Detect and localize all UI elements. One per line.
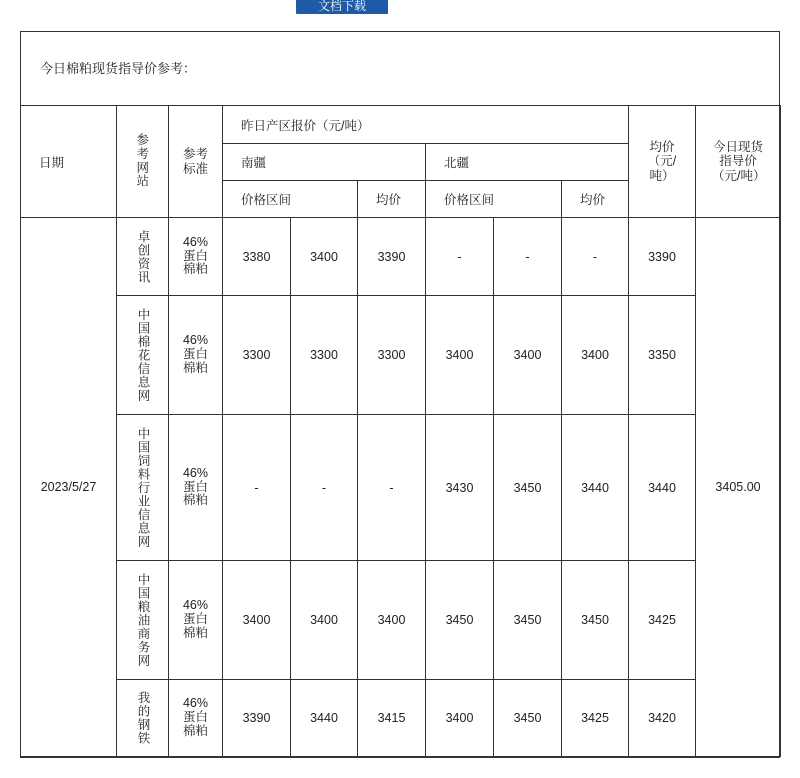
south-low-cell: 3300 — [223, 296, 291, 415]
site-label: 中国饲料行业信息网 — [136, 426, 150, 549]
download-button[interactable]: 文档下载 — [296, 0, 388, 14]
standard-cell — [169, 296, 223, 415]
table-row — [21, 415, 781, 561]
south-low-cell: 3380 — [223, 218, 291, 296]
north-low-cell: 3400 — [426, 680, 494, 757]
table-row — [21, 218, 781, 296]
site-cell — [117, 218, 169, 296]
standard-cell — [169, 415, 223, 561]
south-avg-cell: 3300 — [358, 296, 426, 415]
south-high-cell: 3300 — [291, 296, 358, 415]
table-row — [21, 680, 781, 757]
header-south-avg: 均价 — [358, 181, 426, 218]
south-low-cell: - — [223, 415, 291, 561]
table-row — [21, 296, 781, 415]
south-high-cell: 3400 — [291, 218, 358, 296]
north-avg-cell: - — [562, 218, 629, 296]
north-avg-cell: 3400 — [562, 296, 629, 415]
avg-cell: 3350 — [629, 296, 696, 415]
date-cell: 2023/5/27 — [21, 218, 117, 757]
header-north-range: 价格区间 — [426, 181, 562, 218]
table-row — [21, 561, 781, 680]
site-cell — [117, 561, 169, 680]
header-south: 南疆 — [223, 144, 426, 181]
header-site — [117, 106, 169, 218]
north-low-cell: - — [426, 218, 494, 296]
north-high-cell: 3400 — [494, 296, 562, 415]
north-high-cell: 3450 — [494, 680, 562, 757]
south-high-cell: 3440 — [291, 680, 358, 757]
standard-cell — [169, 680, 223, 757]
header-avg-price-label: 均价（元/吨） — [647, 139, 677, 183]
south-avg-cell: 3400 — [358, 561, 426, 680]
south-avg-cell: - — [358, 415, 426, 561]
site-label: 我的钢铁 — [136, 691, 150, 745]
site-label: 中国粮油商务网 — [136, 572, 150, 668]
header-south-range: 价格区间 — [223, 181, 358, 218]
south-avg-cell: 3415 — [358, 680, 426, 757]
south-low-cell: 3390 — [223, 680, 291, 757]
south-high-cell: - — [291, 415, 358, 561]
today-price-cell: 3405.00 — [696, 218, 781, 757]
header-today-price-label: 今日现货指导价（元/吨） — [712, 139, 766, 183]
standard-label: 46%蛋白棉粕 — [182, 696, 209, 738]
standard-label: 46%蛋白棉粕 — [182, 234, 209, 277]
standard-cell — [169, 218, 223, 296]
north-avg-cell: 3440 — [562, 415, 629, 561]
north-avg-cell: 3425 — [562, 680, 629, 757]
north-high-cell: 3450 — [494, 561, 562, 680]
avg-cell: 3425 — [629, 561, 696, 680]
header-standard — [169, 106, 223, 218]
header-standard-label: 参考标准 — [182, 147, 208, 176]
standard-cell — [169, 561, 223, 680]
header-yesterday-group: 昨日产区报价（元/吨） — [223, 106, 629, 144]
site-cell — [117, 296, 169, 415]
header-today-price — [696, 106, 781, 218]
header-date: 日期 — [21, 106, 117, 218]
standard-label: 46%蛋白棉粕 — [182, 598, 209, 640]
intro-text: 今日棉粕现货指导价参考： — [40, 61, 197, 76]
site-label: 卓创资讯 — [136, 229, 150, 284]
avg-cell: 3390 — [629, 218, 696, 296]
header-north-avg: 均价 — [562, 181, 629, 218]
north-low-cell: 3430 — [426, 415, 494, 561]
avg-cell: 3440 — [629, 415, 696, 561]
north-high-cell: - — [494, 218, 562, 296]
site-cell — [117, 680, 169, 757]
north-high-cell: 3450 — [494, 415, 562, 561]
standard-label: 46%蛋白棉粕 — [182, 465, 209, 508]
standard-label: 46%蛋白棉粕 — [182, 333, 209, 375]
header-north: 北疆 — [426, 144, 629, 181]
south-avg-cell: 3390 — [358, 218, 426, 296]
south-high-cell: 3400 — [291, 561, 358, 680]
site-label: 中国棉花信息网 — [136, 307, 150, 403]
site-cell — [117, 415, 169, 561]
north-avg-cell: 3450 — [562, 561, 629, 680]
north-low-cell: 3450 — [426, 561, 494, 680]
price-table — [20, 105, 781, 757]
header-avg-price — [629, 106, 696, 218]
south-low-cell: 3400 — [223, 561, 291, 680]
header-site-label: 参考网站 — [136, 133, 150, 189]
avg-cell: 3420 — [629, 680, 696, 757]
north-low-cell: 3400 — [426, 296, 494, 415]
intro-section — [20, 31, 780, 106]
